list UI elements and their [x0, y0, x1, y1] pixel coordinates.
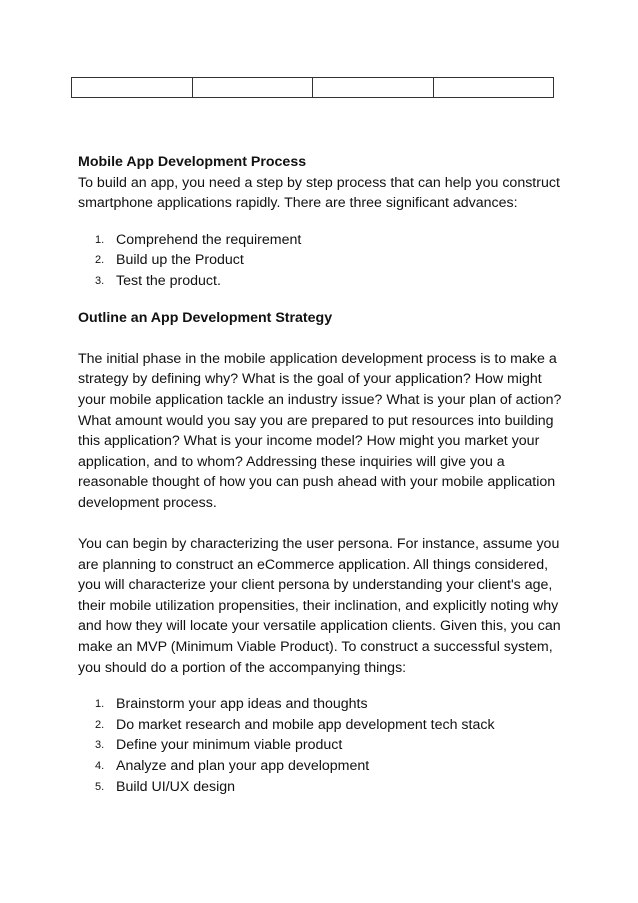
- strategy-paragraph-2: You can begin by characterizing the user persona. For instance, assume you are planning to construct an eCommerce application. All things considered, you will characterize your client persona by understanding your client's age, their mobile utilization propensities, their inclination, and explicitly noting why and how they will locate your versatile application clients. Given this, you can make an MVP (Minimum Viable Product). To construct a successful system, you should do a portion of the accompanying things:: [78, 536, 561, 676]
- document-body: [78, 152, 568, 797]
- list-item-text: Build up the Product: [116, 252, 244, 269]
- list-number: 4.: [95, 760, 105, 773]
- table-cell: [313, 78, 434, 98]
- list-item: [78, 735, 568, 756]
- list-item: [78, 715, 568, 736]
- list-item: [78, 271, 568, 292]
- list-number: 1.: [95, 698, 105, 711]
- list-item: [78, 250, 568, 271]
- process-intro-paragraph: To build an app, you need a step by step process that can help you construct smartphone applications rapidly. There are three significant advances:: [78, 174, 560, 212]
- table-cell: [72, 78, 193, 98]
- section-heading-process: Mobile App Development Process: [78, 154, 307, 170]
- empty-table: [71, 77, 554, 98]
- strategy-paragraph-1: The initial phase in the mobile application development process is to make a strategy by defining why? What is the goal of your application? How might your mobile application tackle an industry issue? What is your plan of action? What amount would you say you are prepared to put resources into building this application? What is your income model? How might you market your application, and to whom? Addressing these inquiries will give you a reasonable thought of how you can push ahead with your mobile application development process.: [78, 350, 562, 511]
- list-item-text: Analyze and plan your app development: [116, 758, 370, 775]
- list-number: 3.: [95, 739, 105, 752]
- list-item: [78, 230, 568, 251]
- list-item-text: Test the product.: [116, 272, 221, 289]
- strategy-steps-list: [78, 694, 568, 797]
- list-item-text: Brainstorm your app ideas and thoughts: [116, 696, 368, 713]
- list-number: 1.: [95, 233, 105, 246]
- section-heading-strategy: Outline an App Development Strategy: [78, 309, 333, 326]
- table-cell: [433, 78, 554, 98]
- list-item-text: Define your minimum viable product: [116, 737, 343, 754]
- list-item: [78, 756, 568, 777]
- list-number: 3.: [95, 274, 105, 287]
- list-item-text: Build UI/UX design: [116, 778, 236, 795]
- list-item-text: Do market research and mobile app development tech stack: [116, 716, 495, 733]
- list-number: 5.: [95, 780, 105, 793]
- list-item-text: Comprehend the requirement: [116, 231, 302, 248]
- list-item: [78, 694, 568, 715]
- process-steps-list: [78, 230, 568, 292]
- table-row: [72, 78, 554, 98]
- list-number: 2.: [95, 254, 105, 267]
- table-cell: [192, 78, 313, 98]
- list-number: 2.: [95, 718, 105, 731]
- list-item: [78, 777, 568, 798]
